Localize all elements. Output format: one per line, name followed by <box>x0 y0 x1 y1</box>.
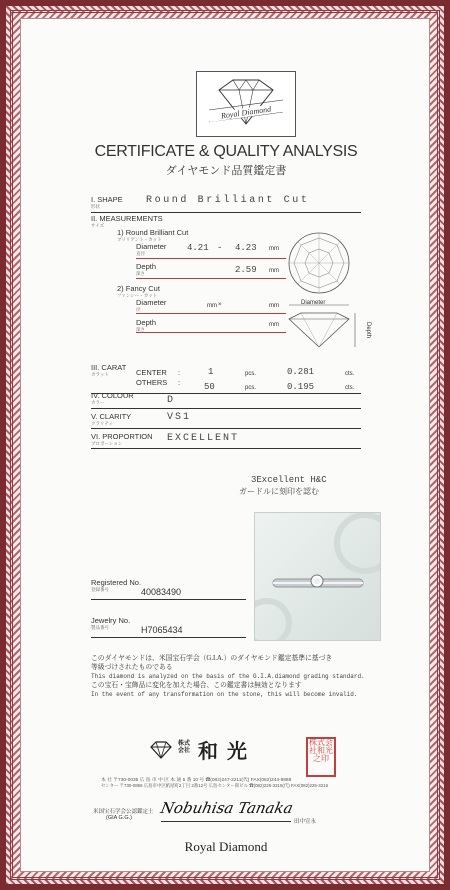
registered-number: 40083490 <box>141 587 182 597</box>
statement-en-2: In the event of any transformation on the stone, this will become invalid. <box>91 691 358 698</box>
carat-others-pcs-value: 50 <box>204 382 215 392</box>
fancy-diameter-times: × <box>218 302 222 308</box>
colour-label: IV. COLOUR カラー <box>91 391 134 405</box>
proportion-rule <box>91 448 361 449</box>
statement-jp-1: このダイヤモンドは、米国宝石学会（G.I.A.）のダイヤモンド鑑定基準に基づき <box>91 655 333 662</box>
signature-name-jp: 田中宣永 <box>294 819 317 825</box>
statement-en-1: This diamond is analyzed on the basis of the G.I.A.diamond grading standard. <box>91 673 365 680</box>
diagram-depth-label: Depth <box>365 321 372 339</box>
round-diameter-min: 4.21 <box>187 243 209 253</box>
fancy-cut-label: 2) Fancy Cut ファンシー・カット <box>117 284 160 298</box>
jewelry-number: H7065434 <box>141 625 183 635</box>
footer-brand: Royal Diamond <box>184 839 268 854</box>
company-seal: 株式会社和光之印 <box>306 737 336 777</box>
carat-label: III. CARAT カラット <box>91 363 127 377</box>
certificate-title-jp: ダイヤモンド品質鑑定書 <box>165 165 287 177</box>
round-depth-value: 2.59 <box>235 265 257 275</box>
round-diameter-rule <box>136 258 286 259</box>
ring-image <box>255 513 380 640</box>
measurements-label: II. MEASUREMENTS サイズ <box>91 214 163 228</box>
signature-caption-1: 米国宝石学会公認鑑定士 <box>93 809 154 815</box>
fancy-depth-rule <box>136 332 286 333</box>
fancy-diameter-unit-1: mm <box>207 303 217 309</box>
jewelry-rule <box>91 637 246 638</box>
round-diameter-label: Diameter 直径 <box>136 242 167 256</box>
company-name: 和 光 <box>198 741 249 763</box>
royal-diamond-logo <box>196 71 296 137</box>
diagram-diameter-label: Diameter <box>301 300 326 306</box>
round-diameter-dash: - <box>217 243 223 253</box>
company-type: 株式会社 <box>178 741 191 754</box>
statement-jp-3: この宝石・宝飾品に変化を加えた場合、この鑑定書は無効となります <box>91 682 302 689</box>
certificate-paper <box>20 18 430 872</box>
carat-others-pcs-unit: pcs. <box>245 385 257 391</box>
registered-label: Registered No. 登録番号 <box>91 578 142 592</box>
shape-value: Round Brilliant Cut <box>146 195 310 206</box>
round-cut-label: 1) Round Brilliant Cut ブリリアント・カット <box>117 228 189 242</box>
colour-value: D <box>167 395 174 406</box>
carat-others-colon: : <box>178 378 181 387</box>
company-logo-icon <box>149 741 173 759</box>
fancy-diameter-label: Diameter 径 <box>136 298 167 312</box>
carat-center-label: CENTER <box>136 368 167 377</box>
shape-label: I. SHAPE 形状 <box>91 195 123 209</box>
carat-center-pcs-value: 1 <box>208 367 214 377</box>
round-depth-label: Depth 深さ <box>136 262 157 276</box>
signature-rule <box>161 821 291 822</box>
carat-center-cts-unit: cts. <box>345 371 355 377</box>
clarity-rule <box>91 428 361 429</box>
certificate-title: CERTIFICATE & QUALITY ANALYSIS <box>94 143 358 160</box>
logo-text: Royal Diamond <box>209 103 284 122</box>
carat-others-cts-unit: cts. <box>345 385 355 391</box>
statement-block <box>91 654 411 699</box>
clarity-value: VS1 <box>167 412 192 423</box>
signature: Nobuhisa Tanaka <box>159 799 295 817</box>
carat-others-cts-value: 0.195 <box>287 382 315 392</box>
proportion-value: EXCELLENT <box>167 433 240 444</box>
statement-jp-2: 等級づけされたものである <box>91 664 173 671</box>
fancy-depth-unit: mm <box>269 322 279 328</box>
address-line-2: センター 〒730-0856 広島市中区紙屋町2丁目 2番12号 広島センター街ビル ☎(082)225-3215(代) FAX(082)225-3216 <box>101 783 329 788</box>
round-depth-unit: mm <box>269 268 279 274</box>
jewelry-label: Jewelry No. 製品番号 <box>91 616 131 630</box>
round-depth-rule <box>136 278 286 279</box>
jewelry-photo <box>254 512 381 641</box>
colour-rule <box>91 408 361 409</box>
note-excellent: 3Excellent H&C <box>251 475 327 485</box>
carat-center-cts-value: 0.281 <box>287 367 315 377</box>
proportion-label: VI. PROPORTION プロポーション <box>91 432 153 446</box>
clarity-label: V. CLARITY クラリティ <box>91 412 132 426</box>
round-diameter-unit: mm <box>269 246 279 252</box>
diamond-diagram-icon <box>279 225 372 353</box>
shape-rule <box>91 212 361 213</box>
fancy-depth-label: Depth 深さ <box>136 318 157 332</box>
registered-rule <box>91 599 246 600</box>
carat-center-pcs-unit: pcs. <box>245 371 257 377</box>
carat-center-colon: : <box>178 368 181 377</box>
fancy-diameter-rule <box>136 313 286 314</box>
address-line-1: 本 社 〒730-0035 広 島 市 中 区 本 通 5 番 10 号 ☎(082)247-2211(代) FAX(082)244-9888 <box>101 778 292 783</box>
round-diameter-max: 4.23 <box>235 243 257 253</box>
signature-caption-2: (GIA G.G.) <box>106 815 132 821</box>
fancy-diameter-unit-2: mm <box>269 303 279 309</box>
carat-others-label: OTHERS <box>136 378 168 387</box>
note-girdle-inscription: ガードルに刻印を認む <box>239 487 319 496</box>
